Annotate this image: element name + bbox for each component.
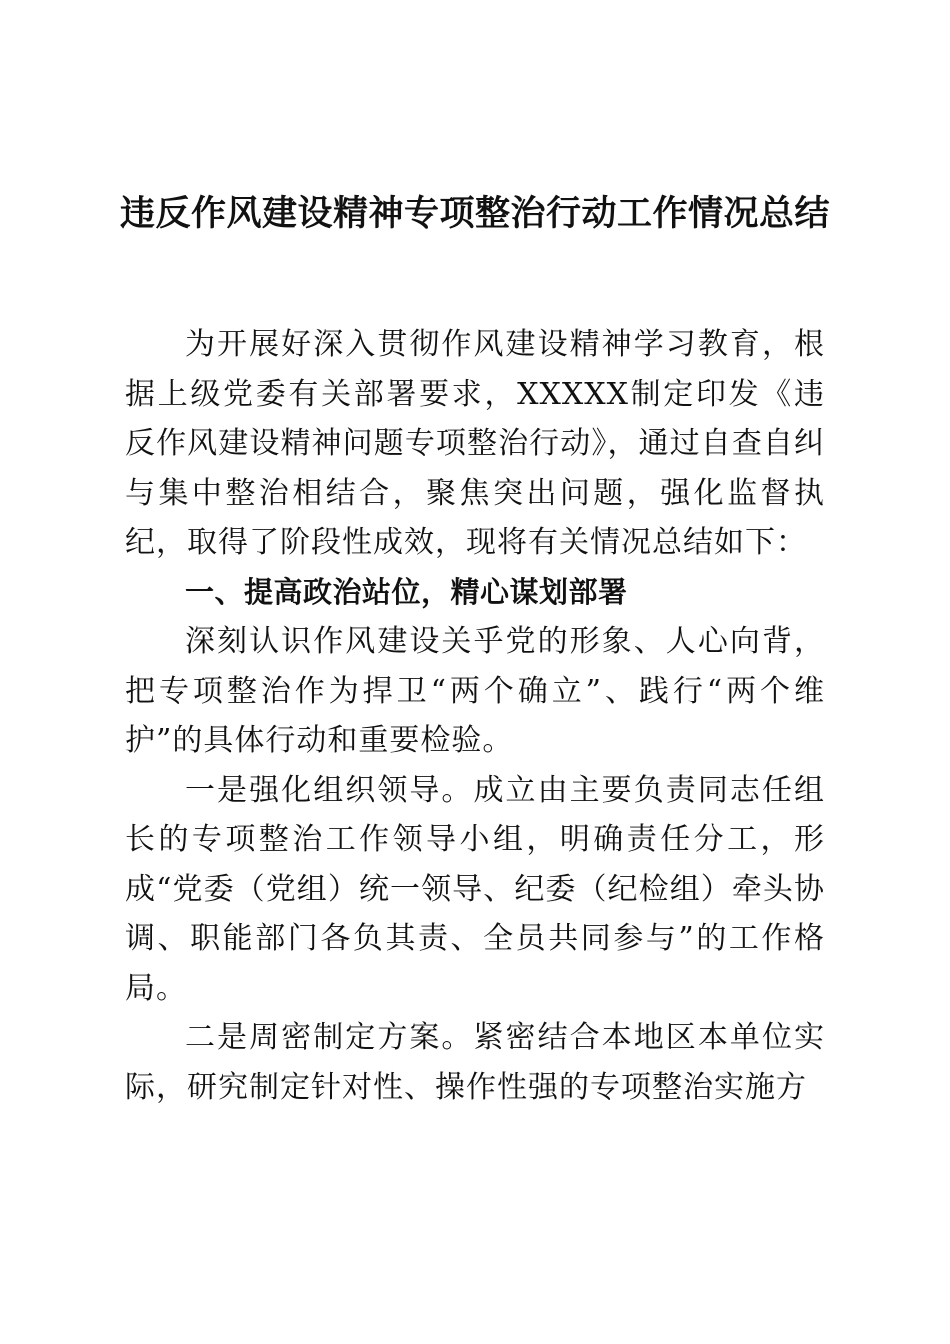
intro-paragraph: 为开展好深入贯彻作风建设精神学习教育，根据上级党委有关部署要求，XXXXX制定印发《违反作风建设精神问题专项整治行动》，通过自查自纠与集中整治相结合，聚焦突出问题，强化监督执纪，取得了阶段性成效，现将有关情况总结如下：	[125, 327, 825, 560]
item-paragraph-2: 二是周密制定方案。紧密结合本地区本单位实际，研究制定针对性、操作性强的专项整治实施方	[125, 1020, 825, 1105]
section-intro-paragraph: 深刻认识作风建设关乎党的形象、人心向背，把专项整治作为捍卫“两个确立”、践行“两个维护”的具体行动和重要检验。	[125, 624, 825, 758]
item-paragraph-1: 一是强化组织领导。成立由主要负责同志任组长的专项整治工作领导小组，明确责任分工，形成“党委（党组）统一领导、纪委（纪检组）牵头协调、职能部门各负其责、全员共同参与”的工作格局。	[125, 772, 825, 1006]
document-title: 违反作风建设精神专项整治行动工作情况总结	[119, 193, 830, 234]
document-body	[125, 320, 825, 1112]
section-heading: 一、提高政治站位，精心谋划部署	[185, 574, 628, 609]
